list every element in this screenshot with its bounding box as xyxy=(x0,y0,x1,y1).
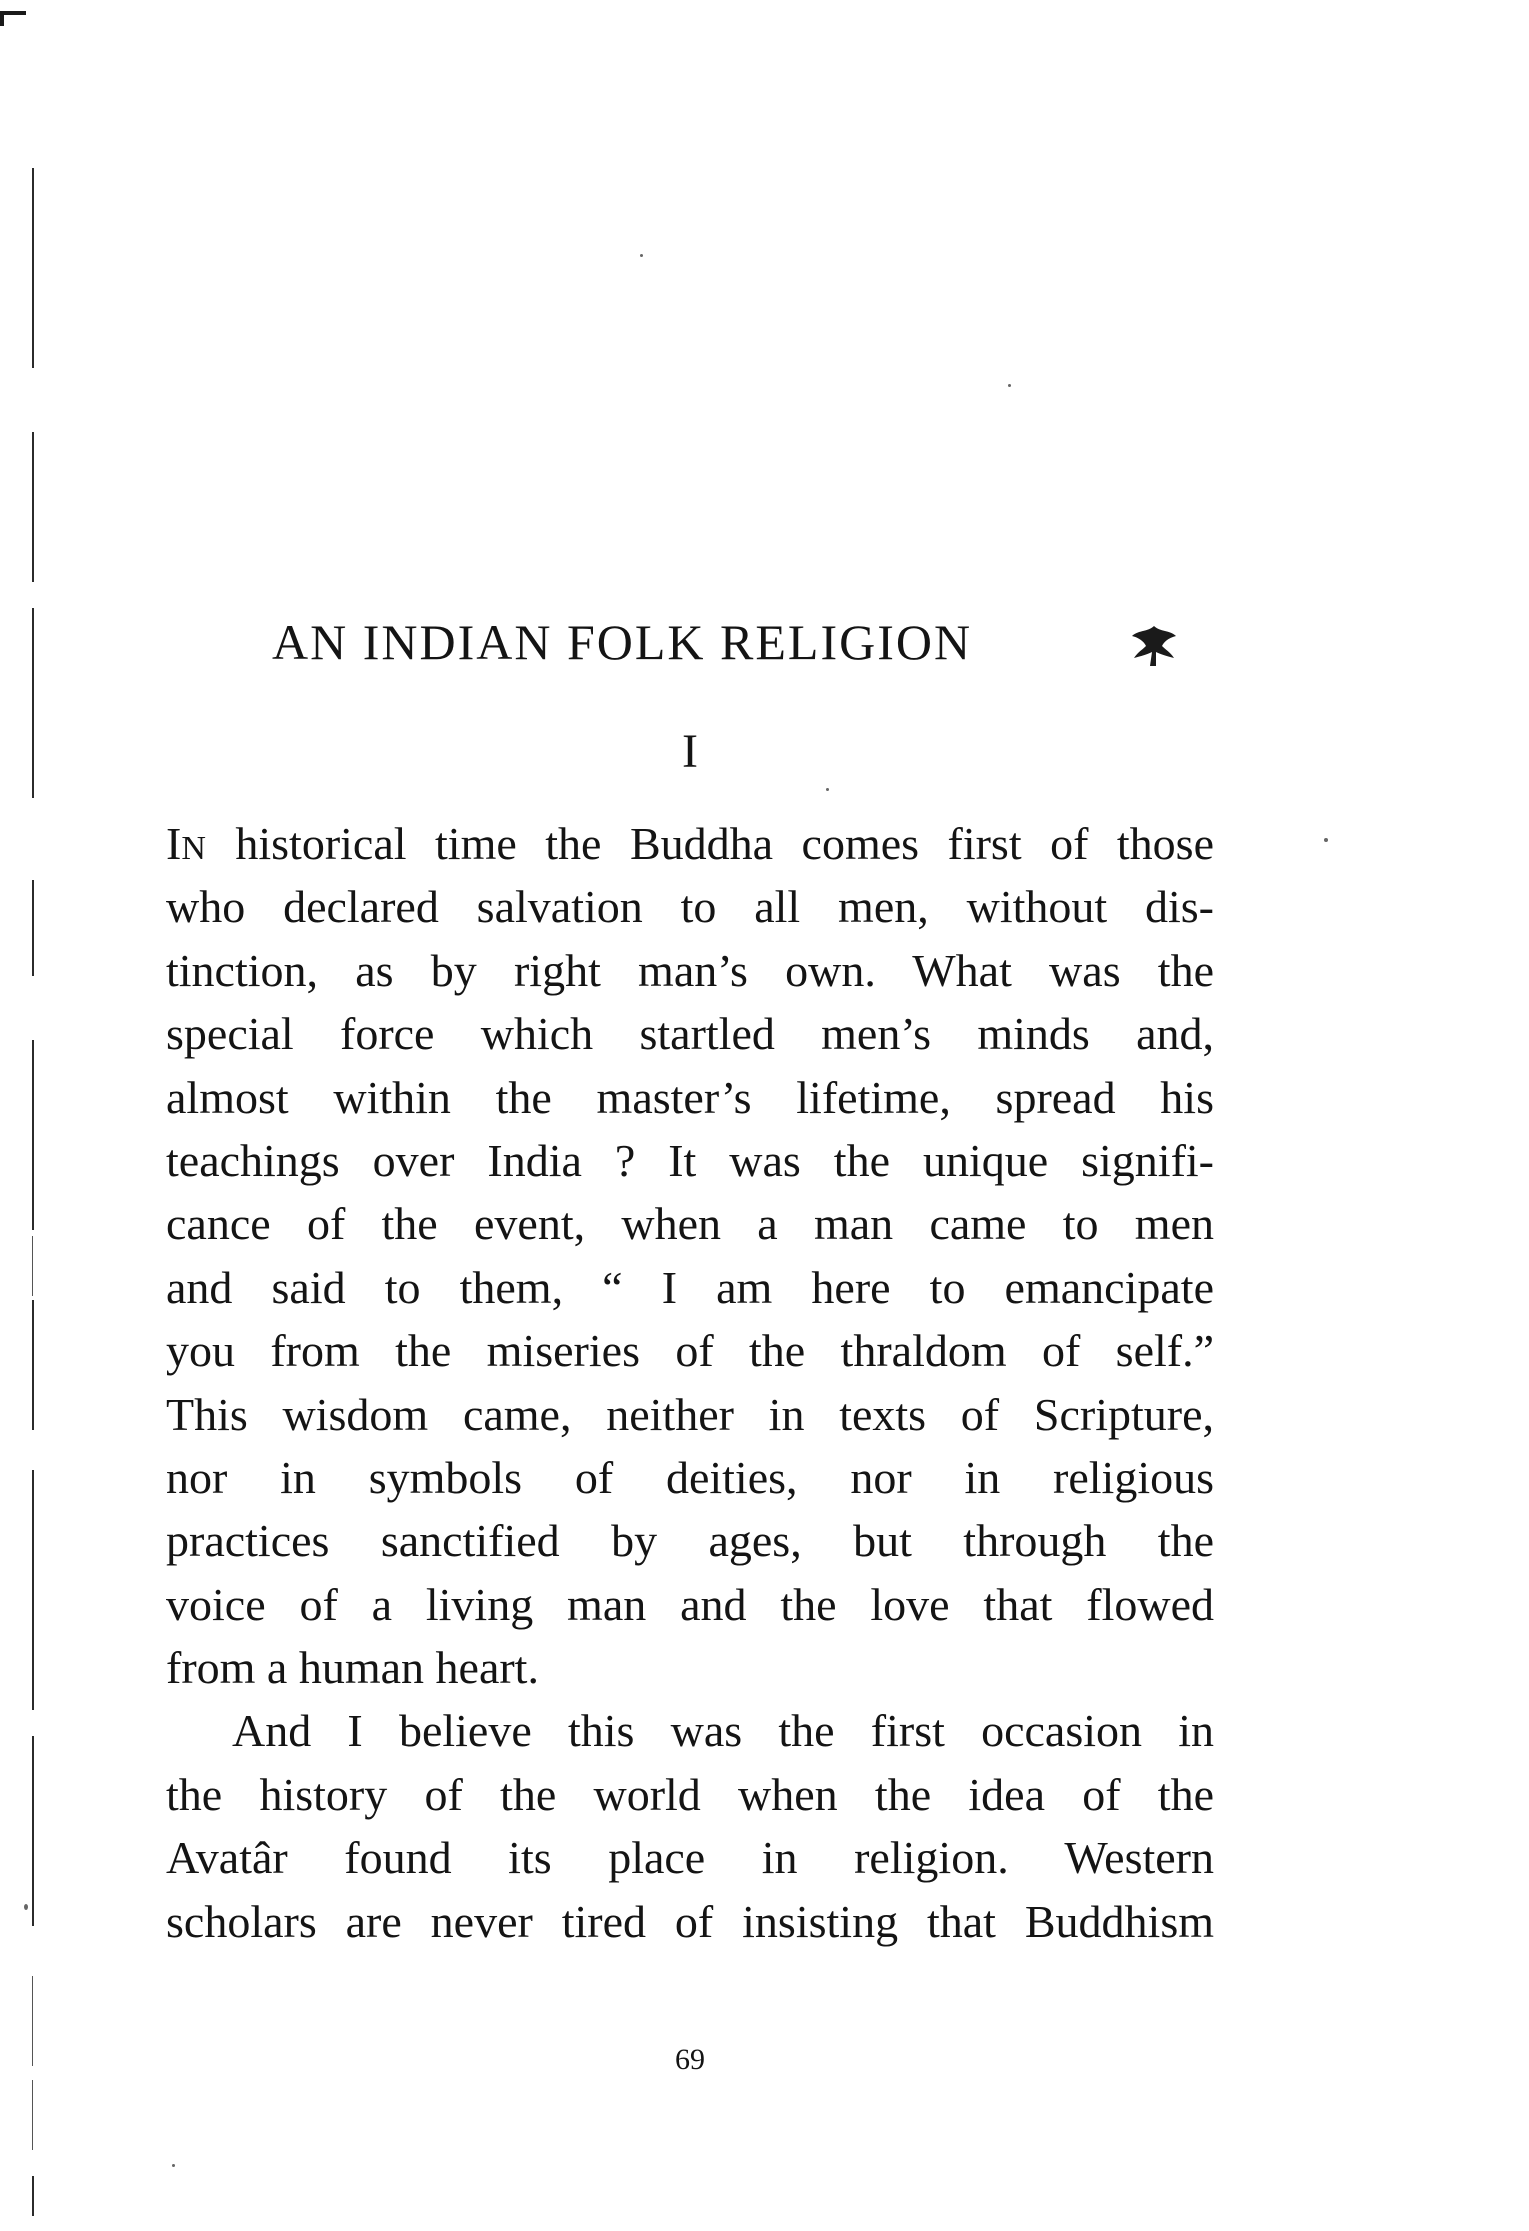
text-line: voice of a living man and the love that flowed xyxy=(166,1578,1214,1630)
text-line: scholars are never tired of insisting that Buddhism xyxy=(166,1895,1214,1947)
chapter-title: AN INDIAN FOLK RELIGION xyxy=(272,614,973,670)
scan-gutter-line xyxy=(32,880,34,976)
scan-gutter-line xyxy=(32,2080,33,2150)
text-line: cance of the event, when a man came to men xyxy=(166,1198,1214,1250)
scan-speck xyxy=(640,254,643,257)
dropcap-smallcap: N xyxy=(181,830,207,867)
paragraph-2 xyxy=(166,1699,1214,1953)
text-line: almost within the master’s lifetime, spread his xyxy=(166,1071,1214,1123)
body-text xyxy=(166,812,1214,1953)
text-line: practices sanctified by ages, but through the xyxy=(166,1515,1214,1567)
text-line: And I believe this was the first occasion in xyxy=(232,1705,1214,1757)
fleuron-icon xyxy=(1128,622,1180,670)
scan-gutter-line xyxy=(32,2176,34,2216)
line-text: historical time the Buddha comes first of those xyxy=(206,818,1214,869)
section-number: I xyxy=(682,725,698,778)
scan-speck xyxy=(1008,384,1011,387)
scan-speck xyxy=(1324,838,1328,842)
text-line: nor in symbols of deities, nor in religious xyxy=(166,1451,1214,1503)
text-line xyxy=(166,812,1214,875)
scan-speck xyxy=(826,788,829,791)
text-line: special force which startled men’s minds and, xyxy=(166,1008,1214,1060)
scan-gutter-line xyxy=(32,168,34,368)
scan-corner-mark xyxy=(0,10,26,26)
dropcap-initial: I xyxy=(166,818,182,869)
scan-gutter-line xyxy=(32,1470,34,1710)
text-line: teachings over India ? It was the unique signifi- xyxy=(166,1134,1214,1186)
text-line: tinction, as by right man’s own. What was the xyxy=(166,944,1214,996)
scan-speck xyxy=(24,1904,28,1910)
text-line: you from the miseries of the thraldom of self.” xyxy=(166,1325,1214,1377)
scan-gutter-line xyxy=(32,432,34,582)
text-line: This wisdom came, neither in texts of Scripture, xyxy=(166,1388,1214,1440)
scan-speck xyxy=(172,2164,175,2167)
page-number: 69 xyxy=(675,2043,705,2076)
scan-gutter-line xyxy=(32,1736,34,1926)
scan-gutter-line xyxy=(32,1040,34,1230)
text-line: Avatâr found its place in religion. Western xyxy=(166,1832,1214,1884)
text-line: from a human heart. xyxy=(166,1642,539,1694)
text-line: who declared salvation to all men, without dis- xyxy=(166,881,1214,933)
text-line: the history of the world when the idea of the xyxy=(166,1768,1214,1820)
scan-gutter-line xyxy=(32,1300,34,1430)
scan-gutter-line xyxy=(32,1236,33,1296)
text-line: and said to them, “ I am here to emancipate xyxy=(166,1261,1214,1313)
paragraph-1 xyxy=(166,812,1214,1699)
